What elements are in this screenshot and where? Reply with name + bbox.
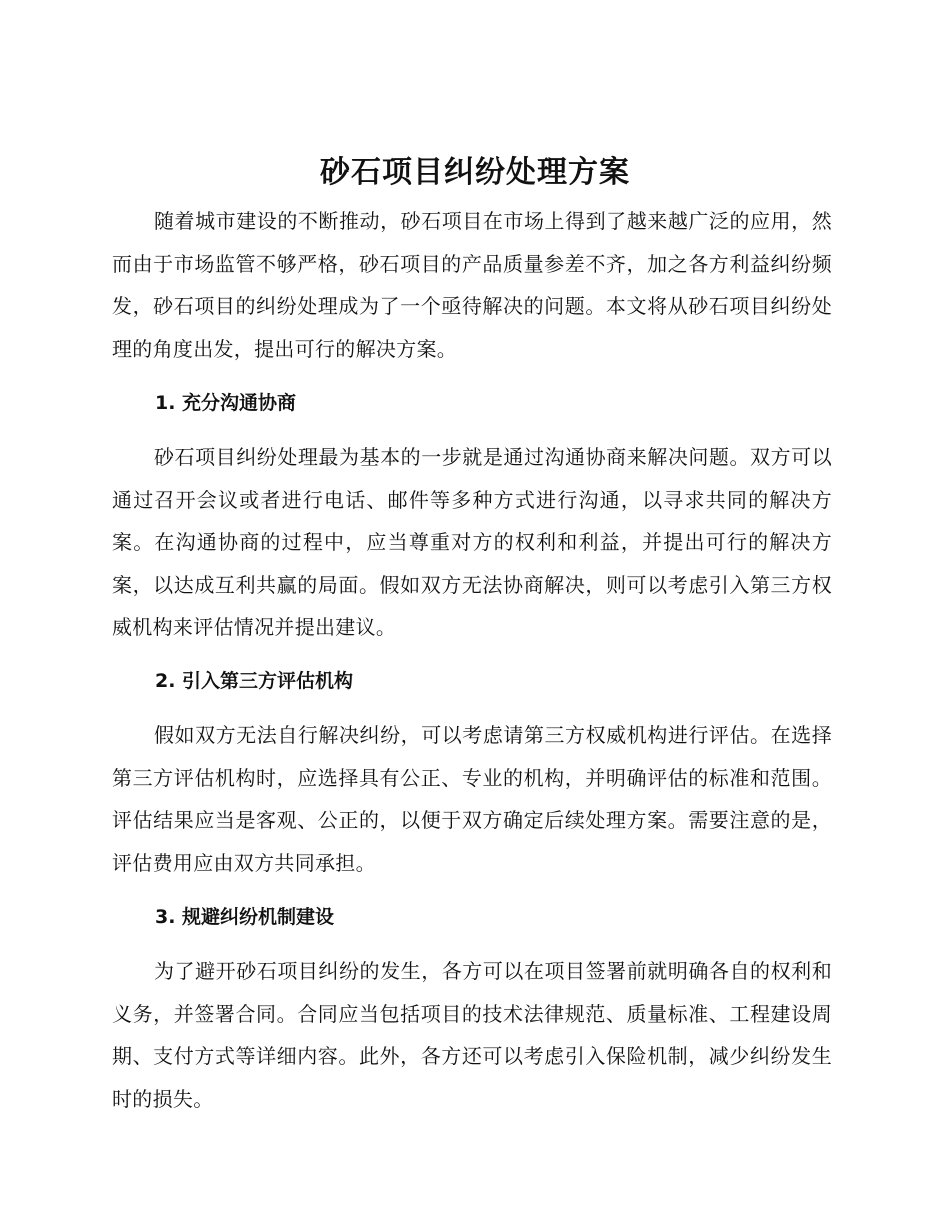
intro-paragraph: 随着城市建设的不断推动，砂石项目在市场上得到了越来越广泛的应用，然而由于市场监管不够严格，砂石项目的产品质量参差不齐，加之各方利益纠纷频发，砂石项目的纠纷处理成为了一个亟待解决的问题。本文将从砂石项目纠纷处理的角度出发，提出可行的解决方案。: [112, 209, 832, 361]
section-body-third-party: 假如双方无法自行解决纠纷，可以考虑请第三方权威机构进行评估。在选择第三方评估机构时，应选择具有公正、专业的机构，并明确评估的标准和范围。评估结果应当是客观、公正的，以便于双方确定后续处理方案。需要注意的是，评估费用应由双方共同承担。: [112, 723, 832, 875]
document-title: 砂石项目纠纷处理方案: [320, 155, 630, 190]
section-heading-third-party: 2. 引入第三方评估机构: [155, 670, 354, 692]
section-heading-prevention: 3. 规避纠纷机制建设: [155, 906, 335, 928]
section-body-communication: 砂石项目纠纷处理最为基本的一步就是通过沟通协商来解决问题。双方可以通过召开会议或者进行电话、邮件等多种方式进行沟通，以寻求共同的解决方案。在沟通协商的过程中，应当尊重对方的权利和利益，并提出可行的解决方案，以达成互利共赢的局面。假如双方无法协商解决，则可以考虑引入第三方权威机构来评估情况并提出建议。: [112, 445, 832, 639]
section-heading-communication: 1. 充分沟通协商: [155, 392, 297, 414]
section-body-prevention: 为了避开砂石项目纠纷的发生，各方可以在项目签署前就明确各自的权利和义务，并签署合同。合同应当包括项目的技术法律规范、质量标准、工程建设周期、支付方式等详细内容。此外，各方还可以考虑引入保险机制，减少纠纷发生时的损失。: [112, 959, 832, 1111]
